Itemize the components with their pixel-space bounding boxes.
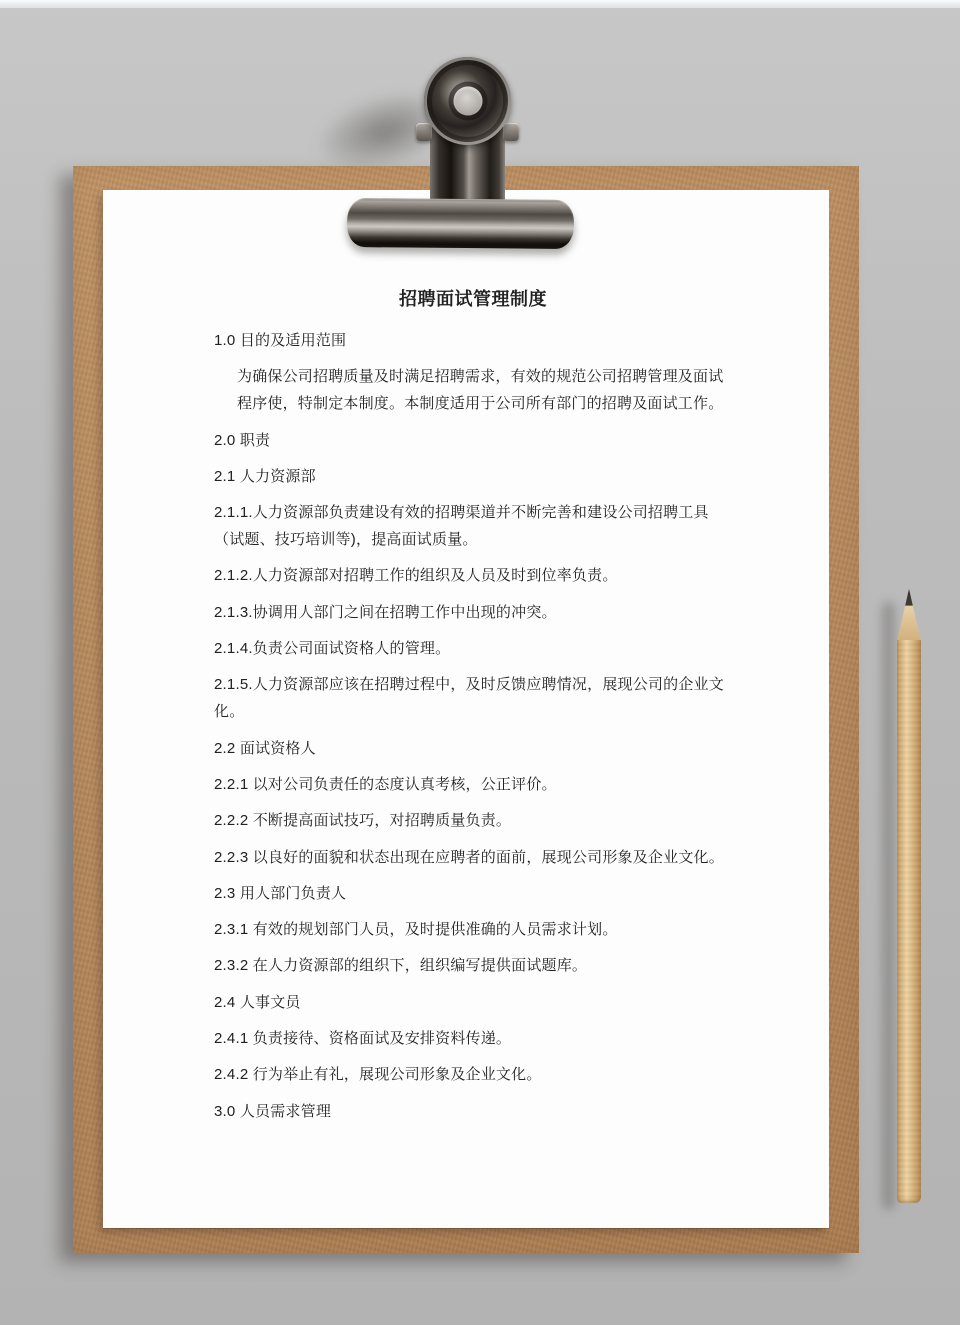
doc-paragraph: 2.3.1 有效的规划部门人员，及时提供准确的人员需求计划。 (214, 921, 618, 939)
doc-paragraph: 2.2.1 以对公司负责任的态度认真考核，公正评价。 (214, 775, 557, 793)
document-title: 招聘面试管理制度 (399, 289, 547, 309)
doc-paragraph: 2.1.3.协调用人部门之间在招聘工作中出现的冲突。 (214, 603, 557, 621)
doc-paragraph: 为确保公司招聘质量及时满足招聘需求，有效的规范公司招聘管理及面试程序使，特制定本制度。本制度适用于公司所有部门的招聘及面试工作。 (237, 368, 724, 413)
doc-paragraph: 2.4 人事文员 (214, 993, 301, 1011)
clip-disc (424, 57, 511, 145)
pencil-tip-icon (897, 589, 921, 641)
doc-paragraph: 2.1.1.人力资源部负责建设有效的招聘渠道并不断完善和建设公司招聘工具（试题、技巧培训等)，提高面试质量。 (214, 504, 709, 549)
clip-bar (347, 198, 574, 249)
doc-paragraph: 2.0 职责 (214, 431, 271, 449)
doc-paragraph: 2.2.3 以良好的面貌和状态出现在应聘者的面前，展现公司形象及企业文化。 (214, 848, 724, 866)
doc-paragraph: 2.2 面试资格人 (214, 739, 316, 757)
doc-paragraph: 2.1.5.人力资源部应该在招聘过程中，及时反馈应聘情况，展现公司的企业文化。 (214, 676, 724, 721)
doc-paragraph: 2.1 人力资源部 (214, 467, 316, 485)
doc-paragraph: 2.2.2 不断提高面试技巧，对招聘质量负责。 (214, 812, 512, 830)
doc-paragraph: 2.4.2 行为举止有礼，展现公司形象及企业文化。 (214, 1066, 542, 1084)
doc-paragraph: 2.4.1 负责接待、资格面试及安排资料传递。 (214, 1030, 512, 1048)
document-body (214, 327, 732, 1125)
doc-paragraph: 1.0 目的及适用范围 (214, 332, 347, 349)
doc-paragraph: 3.0 人员需求管理 (214, 1102, 332, 1120)
clip-screw-right (503, 123, 519, 141)
document-page (103, 190, 829, 1228)
doc-paragraph: 2.1.4.负责公司面试资格人的管理。 (214, 640, 451, 658)
pencil-body (897, 640, 921, 1203)
doc-paragraph: 2.1.2.人力资源部对招聘工作的组织及人员及时到位率负责。 (214, 567, 618, 585)
doc-paragraph: 2.3 用人部门负责人 (214, 884, 347, 902)
doc-paragraph: 2.3.2 在人力资源部的组织下，组织编写提供面试题库。 (214, 957, 588, 975)
clip-screw-left (416, 123, 432, 141)
clipboard (73, 166, 859, 1253)
clip-disc-hole (453, 87, 482, 116)
top-light-strip (0, 0, 960, 8)
pencil-shadow (882, 602, 895, 1210)
